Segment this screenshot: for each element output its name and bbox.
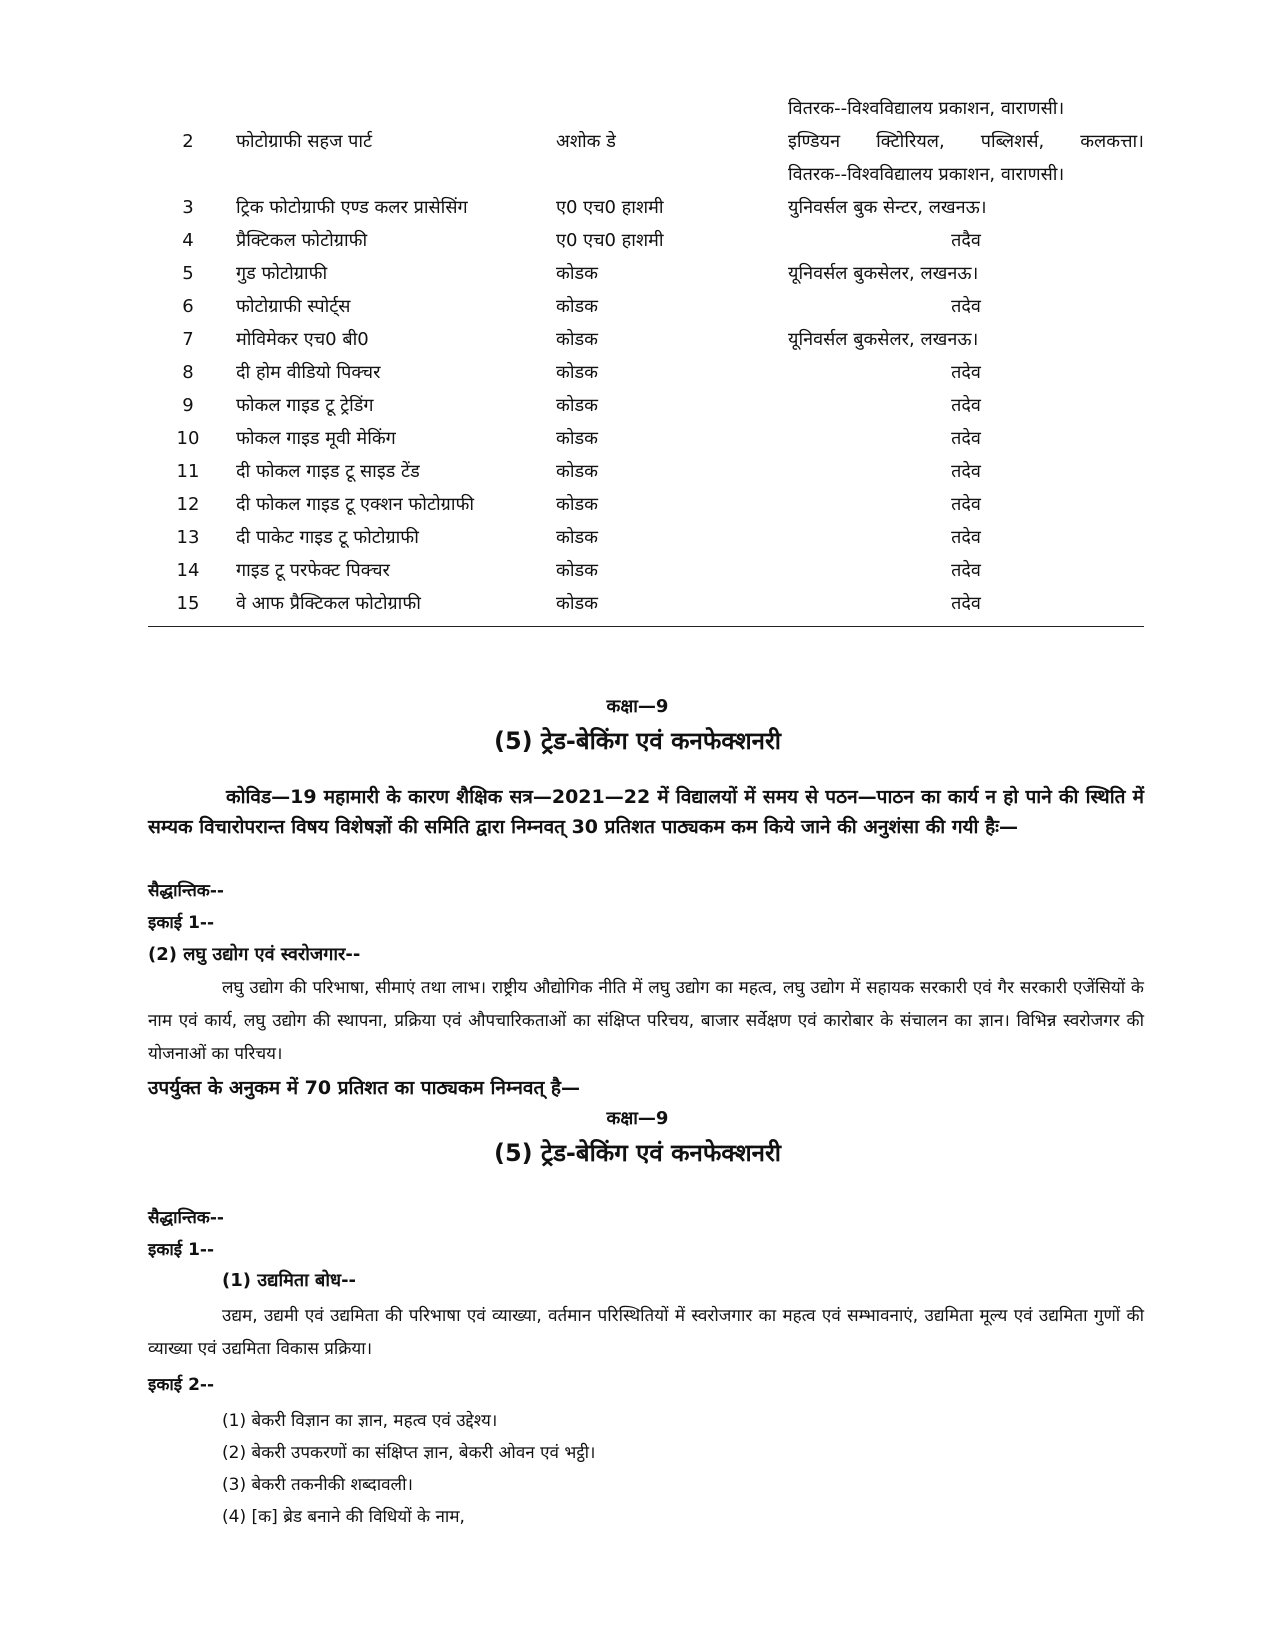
unit-1-description: लघु उद्योग की परिभाषा, सीमाएं तथा लाभ। राष्ट्रीय औद्योगिक नीति में लघु उद्योग का महत्व, लघु उद्योग में सहायक सरकारी एवं गैर सरकारी एजेंसियों के नाम एवं कार्य, लघु उद्योग की स्थापना, प्रक्रिया एवं औपचारिकताओं का संक्षिप्त परिचय, बाजार सर्वेक्षण एवं कारोबार के संचालन का ज्ञान। विभिन्न स्वरोजगर की योजनाओं का परिचय। <box>148 978 1144 1064</box>
book-publisher: वितरक--विश्वविद्यालय प्रकाशन, वाराणसी। <box>788 164 1065 185</box>
class-label: कक्षा—9 <box>606 696 669 717</box>
book-publisher: इण्डियन क्टिोरियल, पब्लिशर्स, कलकत्ता। <box>788 131 1144 152</box>
table-row <box>148 290 1144 323</box>
book-number: 3 <box>182 197 194 218</box>
book-title: फोकल गाइड टू ट्रेडिंग <box>236 395 374 416</box>
book-title: गुड फोटोग्राफी <box>236 263 328 284</box>
book-author: कोडक <box>556 296 598 317</box>
table-row <box>148 389 1144 422</box>
list-item: (2) बेकरी उपकरणों का संक्षिप्त ज्ञान, बेकरी ओवन एवं भट्ठी। <box>222 1443 596 1463</box>
book-publisher: तदेव <box>951 560 981 581</box>
table-row <box>148 488 1144 521</box>
book-number: 10 <box>176 428 200 449</box>
book-publisher: तदेव <box>951 527 981 548</box>
book-title: फोटोग्राफी स्पोर्ट्‌स <box>236 296 351 317</box>
book-author: ए0 एच0 हाशमी <box>556 197 664 218</box>
seventy-percent-statement: उपर्युक्त के अनुकम में 70 प्रतिशत का पाठ्यकम निम्नवत् है— <box>148 1077 581 1099</box>
book-number: 15 <box>176 593 200 614</box>
table-row <box>148 521 1144 554</box>
book-number: 5 <box>182 263 194 284</box>
book-title: प्रैक्टिकल फोटोग्राफी <box>236 230 368 251</box>
table-row <box>148 125 1144 158</box>
unit-1-subheading: (2) लघु उद्योग एवं स्वरोजगार-- <box>148 944 361 965</box>
book-author: कोडक <box>556 494 598 515</box>
unit-2-label: इकाई 2-- <box>148 1375 215 1395</box>
book-list-table <box>148 92 1144 620</box>
book-title: मोविमेकर एच0 बी0 <box>236 329 369 350</box>
book-title: दी फोकल गाइड टू एक्शन फोटोग्राफी <box>236 494 475 515</box>
book-title: दी पाकेट गाइड टू फोटोग्राफी <box>236 527 419 548</box>
book-number: 4 <box>182 230 194 251</box>
table-row <box>148 356 1144 389</box>
book-publisher: तदेव <box>951 428 981 449</box>
theory-label: सैद्धान्तिक-- <box>148 1208 224 1228</box>
table-row <box>148 191 1144 224</box>
list-item: (1) बेकरी विज्ञान का ज्ञान, महत्व एवं उद्देश्य। <box>222 1411 498 1431</box>
book-number: 7 <box>182 329 194 350</box>
book-publisher: तदैव <box>951 230 981 251</box>
book-publisher: तदेव <box>951 593 981 614</box>
theory-label: सैद्धान्तिक-- <box>148 881 224 901</box>
book-author: कोडक <box>556 329 598 350</box>
book-author: कोडक <box>556 560 598 581</box>
book-number: 13 <box>176 527 200 548</box>
book-author: कोडक <box>556 263 598 284</box>
book-number: 8 <box>182 362 194 383</box>
book-author: कोडक <box>556 527 598 548</box>
table-row <box>148 158 1144 191</box>
book-author: कोडक <box>556 428 598 449</box>
book-title: गाइड टू परफेक्ट पिक्चर <box>236 560 390 581</box>
unit-1-subheading: (1) उद्यमिता बोध-- <box>222 1270 357 1291</box>
table-row <box>148 92 1144 125</box>
unit-1-label: इकाई 1-- <box>148 913 215 933</box>
table-row <box>148 257 1144 290</box>
book-author: कोडक <box>556 461 598 482</box>
book-author: कोडक <box>556 395 598 416</box>
unit-2-list <box>222 1405 595 1533</box>
book-number: 9 <box>182 395 194 416</box>
book-title: दी फोकल गाइड टू साइड टेंड <box>236 461 420 482</box>
book-title: दी होम वीडियो पिक्चर <box>236 362 381 383</box>
book-publisher: युनिवर्सल बुक सेन्टर, लखनऊ। <box>788 197 987 218</box>
list-item: (4) [क] ब्रेड बनाने की विधियों के नाम, <box>222 1507 465 1527</box>
table-row <box>148 455 1144 488</box>
book-publisher: तदेव <box>951 362 981 383</box>
book-publisher: तदेव <box>951 494 981 515</box>
trade-heading: (5) ट्रेड-बेकिंग एवं कनफेक्शनरी <box>494 1139 781 1167</box>
book-title: ट्रिक फोटोग्राफी एण्ड कलर प्रासेसिंग <box>236 197 468 218</box>
book-number: 2 <box>182 131 194 152</box>
book-number: 12 <box>176 494 200 515</box>
unit-1-label: इकाई 1-- <box>148 1240 215 1260</box>
trade-heading: (5) ट्रेड-बेकिंग एवं कनफेक्शनरी <box>494 727 781 755</box>
table-row <box>148 323 1144 356</box>
list-item: (3) बेकरी तकनीकी शब्दावली। <box>222 1475 413 1495</box>
book-publisher: तदेव <box>951 395 981 416</box>
book-publisher: तदेव <box>951 296 981 317</box>
book-author: ए0 एच0 हाशमी <box>556 230 664 251</box>
book-author: अशोक डे <box>556 131 616 152</box>
book-publisher: वितरक--विश्वविद्यालय प्रकाशन, वाराणसी। <box>788 98 1065 119</box>
book-publisher: यूनिवर्सल बुकसेलर, लखनऊ। <box>788 329 979 350</box>
book-number: 14 <box>176 560 200 581</box>
book-title: वे आफ प्रैक्टिकल फोटोग्राफी <box>236 593 421 614</box>
book-publisher: यूनिवर्सल बुकसेलर, लखनऊ। <box>788 263 979 284</box>
book-number: 11 <box>176 461 200 482</box>
book-publisher: तदेव <box>951 461 981 482</box>
book-title: फोटोग्राफी सहज पार्ट <box>236 131 373 152</box>
book-author: कोडक <box>556 593 598 614</box>
table-bottom-rule <box>148 626 1144 627</box>
book-number: 6 <box>182 296 194 317</box>
table-row <box>148 224 1144 257</box>
table-row <box>148 422 1144 455</box>
intro-paragraph: कोविड—19 महामारी के कारण शैक्षिक सत्र—2021—22 में विद्यालयों में समय से पठन—पाठन का कार्य न हो पाने की स्थिति में सम्यक विचारोपरान्त विषय विशेषज्ञों की समिति द्वारा निम्नवत् 30 प्रतिशत पाठ्यकम कम किये जाने की अनुशंसा की गयी हैः— <box>148 786 1144 838</box>
unit-1-description: उद्यम, उद्यमी एवं उद्यमिता की परिभाषा एवं व्याख्या, वर्तमान परिस्थितियों में स्वरोजगार का महत्व एवं सम्भावनाएं, उद्यमिता मूल्य एवं उद्यमिता गुणों की व्याख्या एवं उद्यमिता विकास प्रक्रिया। <box>148 1306 1144 1359</box>
book-author: कोडक <box>556 362 598 383</box>
table-row <box>148 554 1144 587</box>
table-row <box>148 587 1144 620</box>
class-label: कक्षा—9 <box>606 1108 669 1129</box>
book-title: फोकल गाइड मूवी मेकिंग <box>236 428 396 449</box>
